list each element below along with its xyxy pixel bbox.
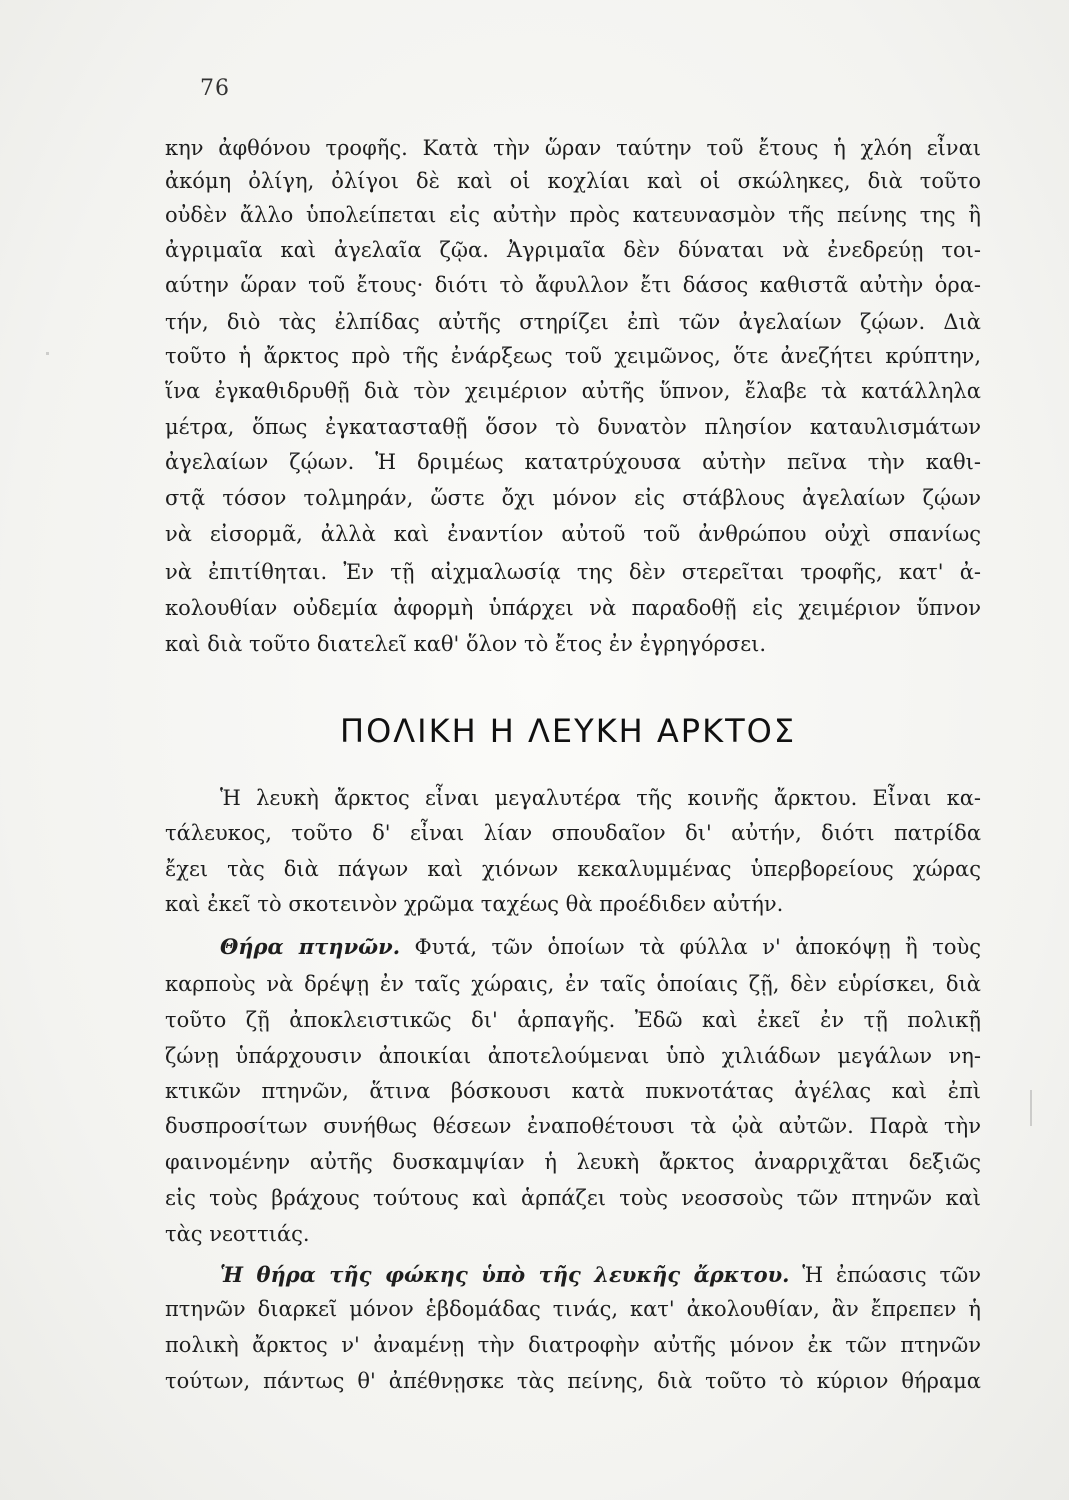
text-line: ἵνα ἐγκαθιδρυθῇ διὰ τὸν χειμέριον αὐτῆς ὕπνον, ἔλαβε τὰ κατάλληλα (165, 379, 981, 403)
section-heading: ΠΟΛΙΚΗ Η ΛΕΥΚΗ ΑΡΚΤΟΣ (340, 712, 797, 750)
text-line: εἰς τοὺς βράχους τούτους καὶ ἁρπάζει τοὺς νεοσσοὺς τῶν πτηνῶν καὶ (165, 1186, 981, 1210)
text-line: δυσπροσίτων συνήθως θέσεων ἐναποθέτουσι τὰ ᾠὰ αὐτῶν. Παρὰ τὴν (165, 1114, 981, 1138)
text-line: οὐδὲν ἄλλο ὑπολείπεται εἰς αὐτὴν πρὸς κατευνασμὸν τῆς πείνης της ἢ (165, 203, 981, 227)
text-line: πολικὴ ἄρκτος ν' ἀναμένῃ τὴν διατροφὴν αὐτῆς μόνον ἐκ τῶν πτηνῶν (165, 1333, 981, 1357)
text-line: τοῦτο ἡ ἄρκτος πρὸ τῆς ἐνάρξεως τοῦ χειμῶνος, ὅτε ἀνεζήτει κρύπτην, (165, 344, 981, 368)
text-run: Ἡ ἐπώασις τῶν (802, 1263, 981, 1287)
text-line: τάλευκος, τοῦτο δ' εἶναι λίαν σπουδαῖον δι' αὐτήν, διότι πατρίδα (165, 821, 981, 845)
subsection-title: Ἡ θήρα τῆς φώκης ὑπὸ τῆς λευκῆς ἄρκτου. (220, 1262, 790, 1287)
page-number: 76 (200, 76, 230, 101)
text-line: τὰς νεοττιάς. (165, 1222, 310, 1246)
text-line: Ἡ λευκὴ ἄρκτος εἶναι μεγαλυτέρα τῆς κοινῆς ἄρκτου. Εἶναι κα- (220, 786, 981, 810)
text-line: τήν, διὸ τὰς ἐλπίδας αὐτῆς στηρίζει ἐπὶ τῶν ἀγελαίων ζῴων. Διὰ (165, 310, 981, 334)
scan-artifact (46, 352, 49, 355)
text-line: τοῦτο ζῇ ἀποκλειστικῶς δι' ἁρπαγῆς. Ἐδῶ καὶ ἐκεῖ ἐν τῇ πολικῇ (165, 1008, 981, 1032)
text-line: φαινομένην αὐτῆς δυσκαμψίαν ἡ λευκὴ ἄρκτος ἀναρριχᾶται δεξιῶς (165, 1150, 981, 1174)
text-line (220, 1260, 981, 1290)
text-line: κτικῶν πτηνῶν, ἅτινα βόσκουσι κατὰ πυκνοτάτας ἀγέλας καὶ ἐπὶ (165, 1079, 981, 1103)
text-line: αύτην ὥραν τοῦ ἔτους· διότι τὸ ἄφυλλον ἔτι δάσος καθιστᾶ αὐτὴν ὁρα- (165, 273, 981, 297)
text-line: ἀγελαίων ζῴων. Ἡ δριμέως κατατρύχουσα αὐτὴν πεῖνα τὴν καθι- (165, 450, 981, 474)
text-run: Φυτά, τῶν ὁποίων τὰ φύλλα ν' ἀποκόψῃ ἢ τοὺς (414, 935, 982, 959)
text-line: καὶ διὰ τοῦτο διατελεῖ καθ' ὅλον τὸ ἔτος ἐν ἐγρηγόρσει. (165, 632, 767, 656)
text-line: ἀκόμη ὀλίγη, ὀλίγοι δὲ καὶ οἱ κοχλίαι καὶ οἱ σκώληκες, διὰ τοῦτο (165, 169, 981, 193)
text-line: κολουθίαν οὐδεμία ἀφορμὴ ὑπάρχει νὰ παραδοθῇ εἰς χειμέριον ὕπνον (165, 596, 981, 620)
subsection-title: Θήρα πτηνῶν. (220, 934, 401, 959)
text-line: ἀγριμαῖα καὶ ἀγελαῖα ζῷα. Ἀγριμαῖα δὲν δύναται νὰ ἐνεδρεύῃ τοι- (165, 238, 981, 262)
text-line: ζώνῃ ὑπάρχουσιν ἀποικίαι ἀποτελούμεναι ὑπὸ χιλιάδων μεγάλων νη- (165, 1044, 981, 1068)
text-line: τούτων, πάντως θ' ἀπέθνῃσκε τὰς πείνης, διὰ τοῦτο τὸ κύριον θήραμα (165, 1369, 981, 1393)
text-line: ἔχει τὰς διὰ πάγων καὶ χιόνων κεκαλυμμένας ὑπερβορείους χώρας (165, 857, 981, 881)
text-line: μέτρα, ὅπως ἐγκατασταθῇ ὅσον τὸ δυνατὸν πλησίον καταυλισμάτων (165, 415, 981, 439)
text-line (220, 932, 981, 962)
text-line: νὰ ἐπιτίθηται. Ἐν τῇ αἰχμαλωσίᾳ της δὲν στερεῖται τροφῆς, κατ' ἀ- (165, 560, 981, 584)
text-line: νὰ εἰσορμᾶ, ἀλλὰ καὶ ἐναντίον αὐτοῦ τοῦ ἀνθρώπου οὐχὶ σπανίως (165, 522, 981, 546)
text-line: καὶ ἐκεῖ τὸ σκοτεινὸν χρῶμα ταχέως θὰ προέδιδεν αὐτήν. (165, 892, 784, 916)
scan-artifact (1030, 1090, 1032, 1126)
text-line: πτηνῶν διαρκεῖ μόνον ἑβδομάδας τινάς, κατ' ἀκολουθίαν, ἂν ἔπρεπεν ἡ (165, 1297, 981, 1321)
text-line: στᾷ τόσον τολμηράν, ὥστε ὄχι μόνον εἰς στάβλους ἀγελαίων ζῴων (165, 486, 981, 510)
text-line: κην ἀφθόνου τροφῆς. Κατὰ τὴν ὥραν ταύτην τοῦ ἔτους ἡ χλόη εἶναι (165, 136, 981, 160)
text-line: καρποὺς νὰ δρέψῃ ἐν ταῖς χώραις, ἐν ταῖς ὁποίαις ζῇ, δὲν εὑρίσκει, διὰ (165, 972, 981, 996)
